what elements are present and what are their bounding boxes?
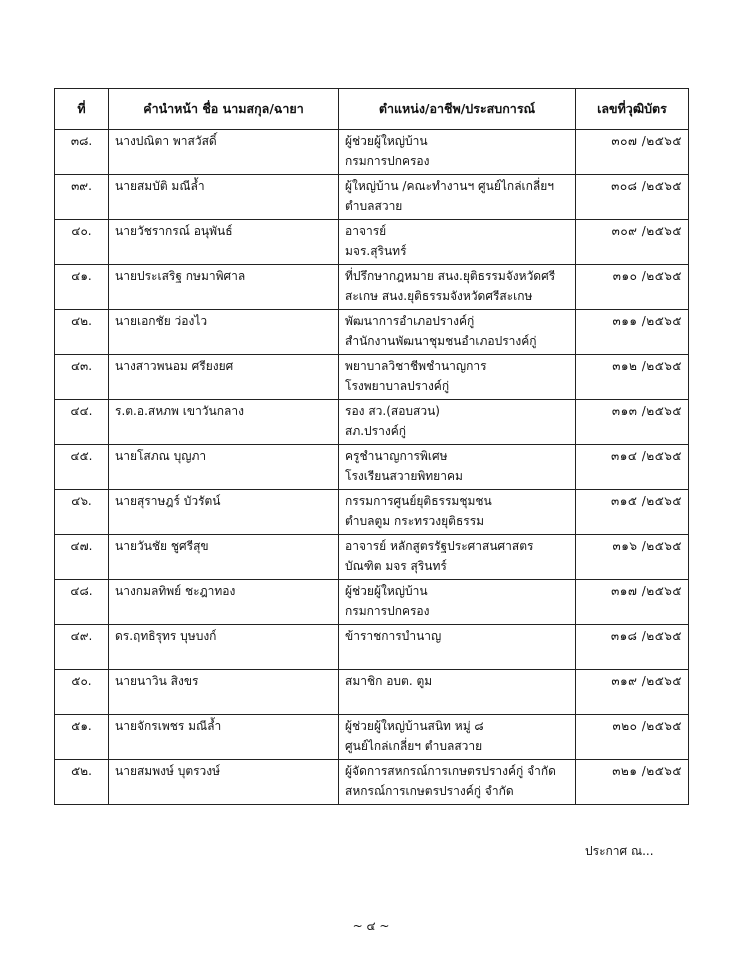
row-number: ๕๑. bbox=[55, 715, 109, 760]
person-name: นายวันชัย ชูศรีสุข bbox=[109, 535, 339, 580]
row-number: ๔๕. bbox=[55, 445, 109, 490]
person-name: นายสมบัติ มณีล้ำ bbox=[109, 175, 339, 220]
position-line-2: สภ.ปรางค์กู่ bbox=[345, 424, 407, 438]
position-cell bbox=[339, 670, 576, 715]
person-name: ดร.ฤทธิรุทร บุษบงก์ bbox=[109, 625, 339, 670]
position-line-1: พยาบาลวิชาชีพชำนาญการ bbox=[345, 359, 487, 373]
person-name: นางกมลทิพย์ ชะฎาทอง bbox=[109, 580, 339, 625]
person-name: นายสุราษฎร์ บัวรัตน์ bbox=[109, 490, 339, 535]
position-line-1: ผู้ช่วยผู้ใหญ่บ้านสนิท หมู่ ๘ bbox=[345, 719, 484, 733]
table-row bbox=[55, 220, 689, 265]
certificate-number: ๓๒๐ /๒๕๖๕ bbox=[576, 715, 689, 760]
table-row bbox=[55, 760, 689, 805]
position-cell bbox=[339, 400, 576, 445]
table-body bbox=[55, 130, 689, 805]
certificate-number: ๓๐๗ /๒๕๖๕ bbox=[576, 130, 689, 175]
certificate-number: ๓๐๙ /๒๕๖๕ bbox=[576, 220, 689, 265]
position-line-2: กรมการปกครอง bbox=[345, 604, 430, 618]
certificate-number: ๓๑๙ /๒๕๖๕ bbox=[576, 670, 689, 715]
position-cell bbox=[339, 490, 576, 535]
position-line-1: ครูชำนาญการพิเศษ bbox=[345, 449, 448, 463]
position-line-1: อาจารย์ bbox=[345, 224, 387, 238]
position-line-1: ข้าราชการบำนาญ bbox=[345, 629, 442, 643]
position-line-2: สะเกษ สนง.ยุติธรรมจังหวัดศรีสะเกษ bbox=[345, 289, 533, 303]
position-cell bbox=[339, 445, 576, 490]
position-line-1: อาจารย์ หลักสูตรรัฐประศาสนศาสตร bbox=[345, 539, 534, 553]
table-row bbox=[55, 670, 689, 715]
position-line-2: กรมการปกครอง bbox=[345, 154, 430, 168]
position-line-2: สำนักงานพัฒนาชุมชนอำเภอปรางค์กู่ bbox=[345, 334, 537, 348]
table-row bbox=[55, 355, 689, 400]
position-line-2: ตำบลสวาย bbox=[345, 199, 403, 213]
row-number: ๔๓. bbox=[55, 355, 109, 400]
announcement-text: ประกาศ ณ... bbox=[585, 844, 654, 858]
person-name: นายนาวิน สิงขร bbox=[109, 670, 339, 715]
row-number: ๔๘. bbox=[55, 580, 109, 625]
table-row bbox=[55, 580, 689, 625]
person-name: นายโสภณ บุญภา bbox=[109, 445, 339, 490]
certificate-number: ๓๑๕ /๒๕๖๕ bbox=[576, 490, 689, 535]
position-line-2: ศูนย์ไกล่เกลี่ยฯ ตำบลสวาย bbox=[345, 739, 483, 753]
position-cell bbox=[339, 715, 576, 760]
certificate-number: ๓๑๑ /๒๕๖๕ bbox=[576, 310, 689, 355]
header-name: คำนำหน้า ชื่อ นามสกุล/ฉายา bbox=[109, 89, 339, 130]
position-line-1: ผู้ช่วยผู้ใหญ่บ้าน bbox=[345, 134, 428, 148]
position-cell bbox=[339, 175, 576, 220]
certificate-number: ๓๑๔ /๒๕๖๕ bbox=[576, 445, 689, 490]
header-position: ตำแหน่ง/อาชีพ/ประสบการณ์ bbox=[339, 89, 576, 130]
certificate-number: ๓๑๒ /๒๕๖๕ bbox=[576, 355, 689, 400]
position-line-1: พัฒนาการอำเภอปรางค์กู่ bbox=[345, 314, 475, 328]
person-name: นายวัชรากรณ์ อนุพันธ์ bbox=[109, 220, 339, 265]
row-number: ๔๗. bbox=[55, 535, 109, 580]
position-cell bbox=[339, 130, 576, 175]
position-line-2: โรงพยาบาลปรางค์กู่ bbox=[345, 379, 450, 393]
person-name: นางปณิตา พาสวัสดิ์ bbox=[109, 130, 339, 175]
table-row bbox=[55, 625, 689, 670]
table-row bbox=[55, 445, 689, 490]
certificate-number: ๓๐๘ /๒๕๖๕ bbox=[576, 175, 689, 220]
certificate-table bbox=[54, 88, 689, 805]
person-name: นายเอกชัย ว่องไว bbox=[109, 310, 339, 355]
position-line-2: โรงเรียนสวายพิทยาคม bbox=[345, 469, 463, 483]
table-row bbox=[55, 310, 689, 355]
table-row bbox=[55, 130, 689, 175]
certificate-number: ๓๑๓ /๒๕๖๕ bbox=[576, 400, 689, 445]
person-name: นายประเสริฐ กษมาพิศาล bbox=[109, 265, 339, 310]
row-number: ๕๒. bbox=[55, 760, 109, 805]
position-line-1: สมาชิก อบต. ตูม bbox=[345, 674, 433, 688]
person-name: ร.ต.อ.สหภพ เขาวันกลาง bbox=[109, 400, 339, 445]
page-number: ~ ๔ ~ bbox=[352, 919, 390, 933]
person-name: นายสมพงษ์ บุตรวงษ์ bbox=[109, 760, 339, 805]
row-number: ๓๙. bbox=[55, 175, 109, 220]
position-line-2: สหกรณ์การเกษตรปรางค์กู่ จำกัด bbox=[345, 784, 514, 798]
header-cert: เลขที่วุฒิบัตร bbox=[576, 89, 689, 130]
position-cell bbox=[339, 265, 576, 310]
position-cell bbox=[339, 760, 576, 805]
position-line-1: กรรมการศูนย์ยุติธรรมชุมชน bbox=[345, 494, 492, 508]
table-row bbox=[55, 535, 689, 580]
position-cell bbox=[339, 535, 576, 580]
position-line-2: ตำบลตูม กระทรวงยุติธรรม bbox=[345, 514, 485, 528]
position-line-1: ผู้ช่วยผู้ใหญ่บ้าน bbox=[345, 584, 428, 598]
position-cell bbox=[339, 355, 576, 400]
row-number: ๔๑. bbox=[55, 265, 109, 310]
table-row bbox=[55, 265, 689, 310]
certificate-number: ๓๑๘ /๒๕๖๕ bbox=[576, 625, 689, 670]
position-line-1: รอง สว.(สอบสวน) bbox=[345, 404, 440, 418]
row-number: ๓๘. bbox=[55, 130, 109, 175]
row-number: ๔๔. bbox=[55, 400, 109, 445]
position-cell bbox=[339, 580, 576, 625]
table-row bbox=[55, 490, 689, 535]
position-cell bbox=[339, 625, 576, 670]
person-name: นายจักรเพชร มณีล้ำ bbox=[109, 715, 339, 760]
table-row bbox=[55, 175, 689, 220]
position-line-1: ที่ปรึกษากฎหมาย สนง.ยุติธรรมจังหวัดศรี bbox=[345, 269, 556, 283]
certificate-number: ๓๒๑ /๒๕๖๕ bbox=[576, 760, 689, 805]
certificate-number: ๓๑๖ /๒๕๖๕ bbox=[576, 535, 689, 580]
position-line-2: บัณฑิต มจร สุรินทร์ bbox=[345, 559, 447, 573]
row-number: ๔๐. bbox=[55, 220, 109, 265]
row-number: ๔๙. bbox=[55, 625, 109, 670]
person-name: นางสาวพนอม ศรียงยศ bbox=[109, 355, 339, 400]
certificate-number: ๓๑๐ /๒๕๖๕ bbox=[576, 265, 689, 310]
table-header-row bbox=[55, 89, 689, 130]
row-number: ๔๖. bbox=[55, 490, 109, 535]
header-no: ที่ bbox=[55, 89, 109, 130]
position-line-1: ผู้จัดการสหกรณ์การเกษตรปรางค์กู่ จำกัด bbox=[345, 764, 556, 778]
row-number: ๕๐. bbox=[55, 670, 109, 715]
position-cell bbox=[339, 220, 576, 265]
certificate-number: ๓๑๗ /๒๕๖๕ bbox=[576, 580, 689, 625]
row-number: ๔๒. bbox=[55, 310, 109, 355]
position-line-2: มจร.สุรินทร์ bbox=[345, 244, 407, 258]
position-cell bbox=[339, 310, 576, 355]
table-row bbox=[55, 715, 689, 760]
table-row bbox=[55, 400, 689, 445]
position-line-1: ผู้ใหญ่บ้าน /คณะทำงานฯ ศูนย์ไกล่เกลี่ยฯ bbox=[345, 179, 555, 193]
